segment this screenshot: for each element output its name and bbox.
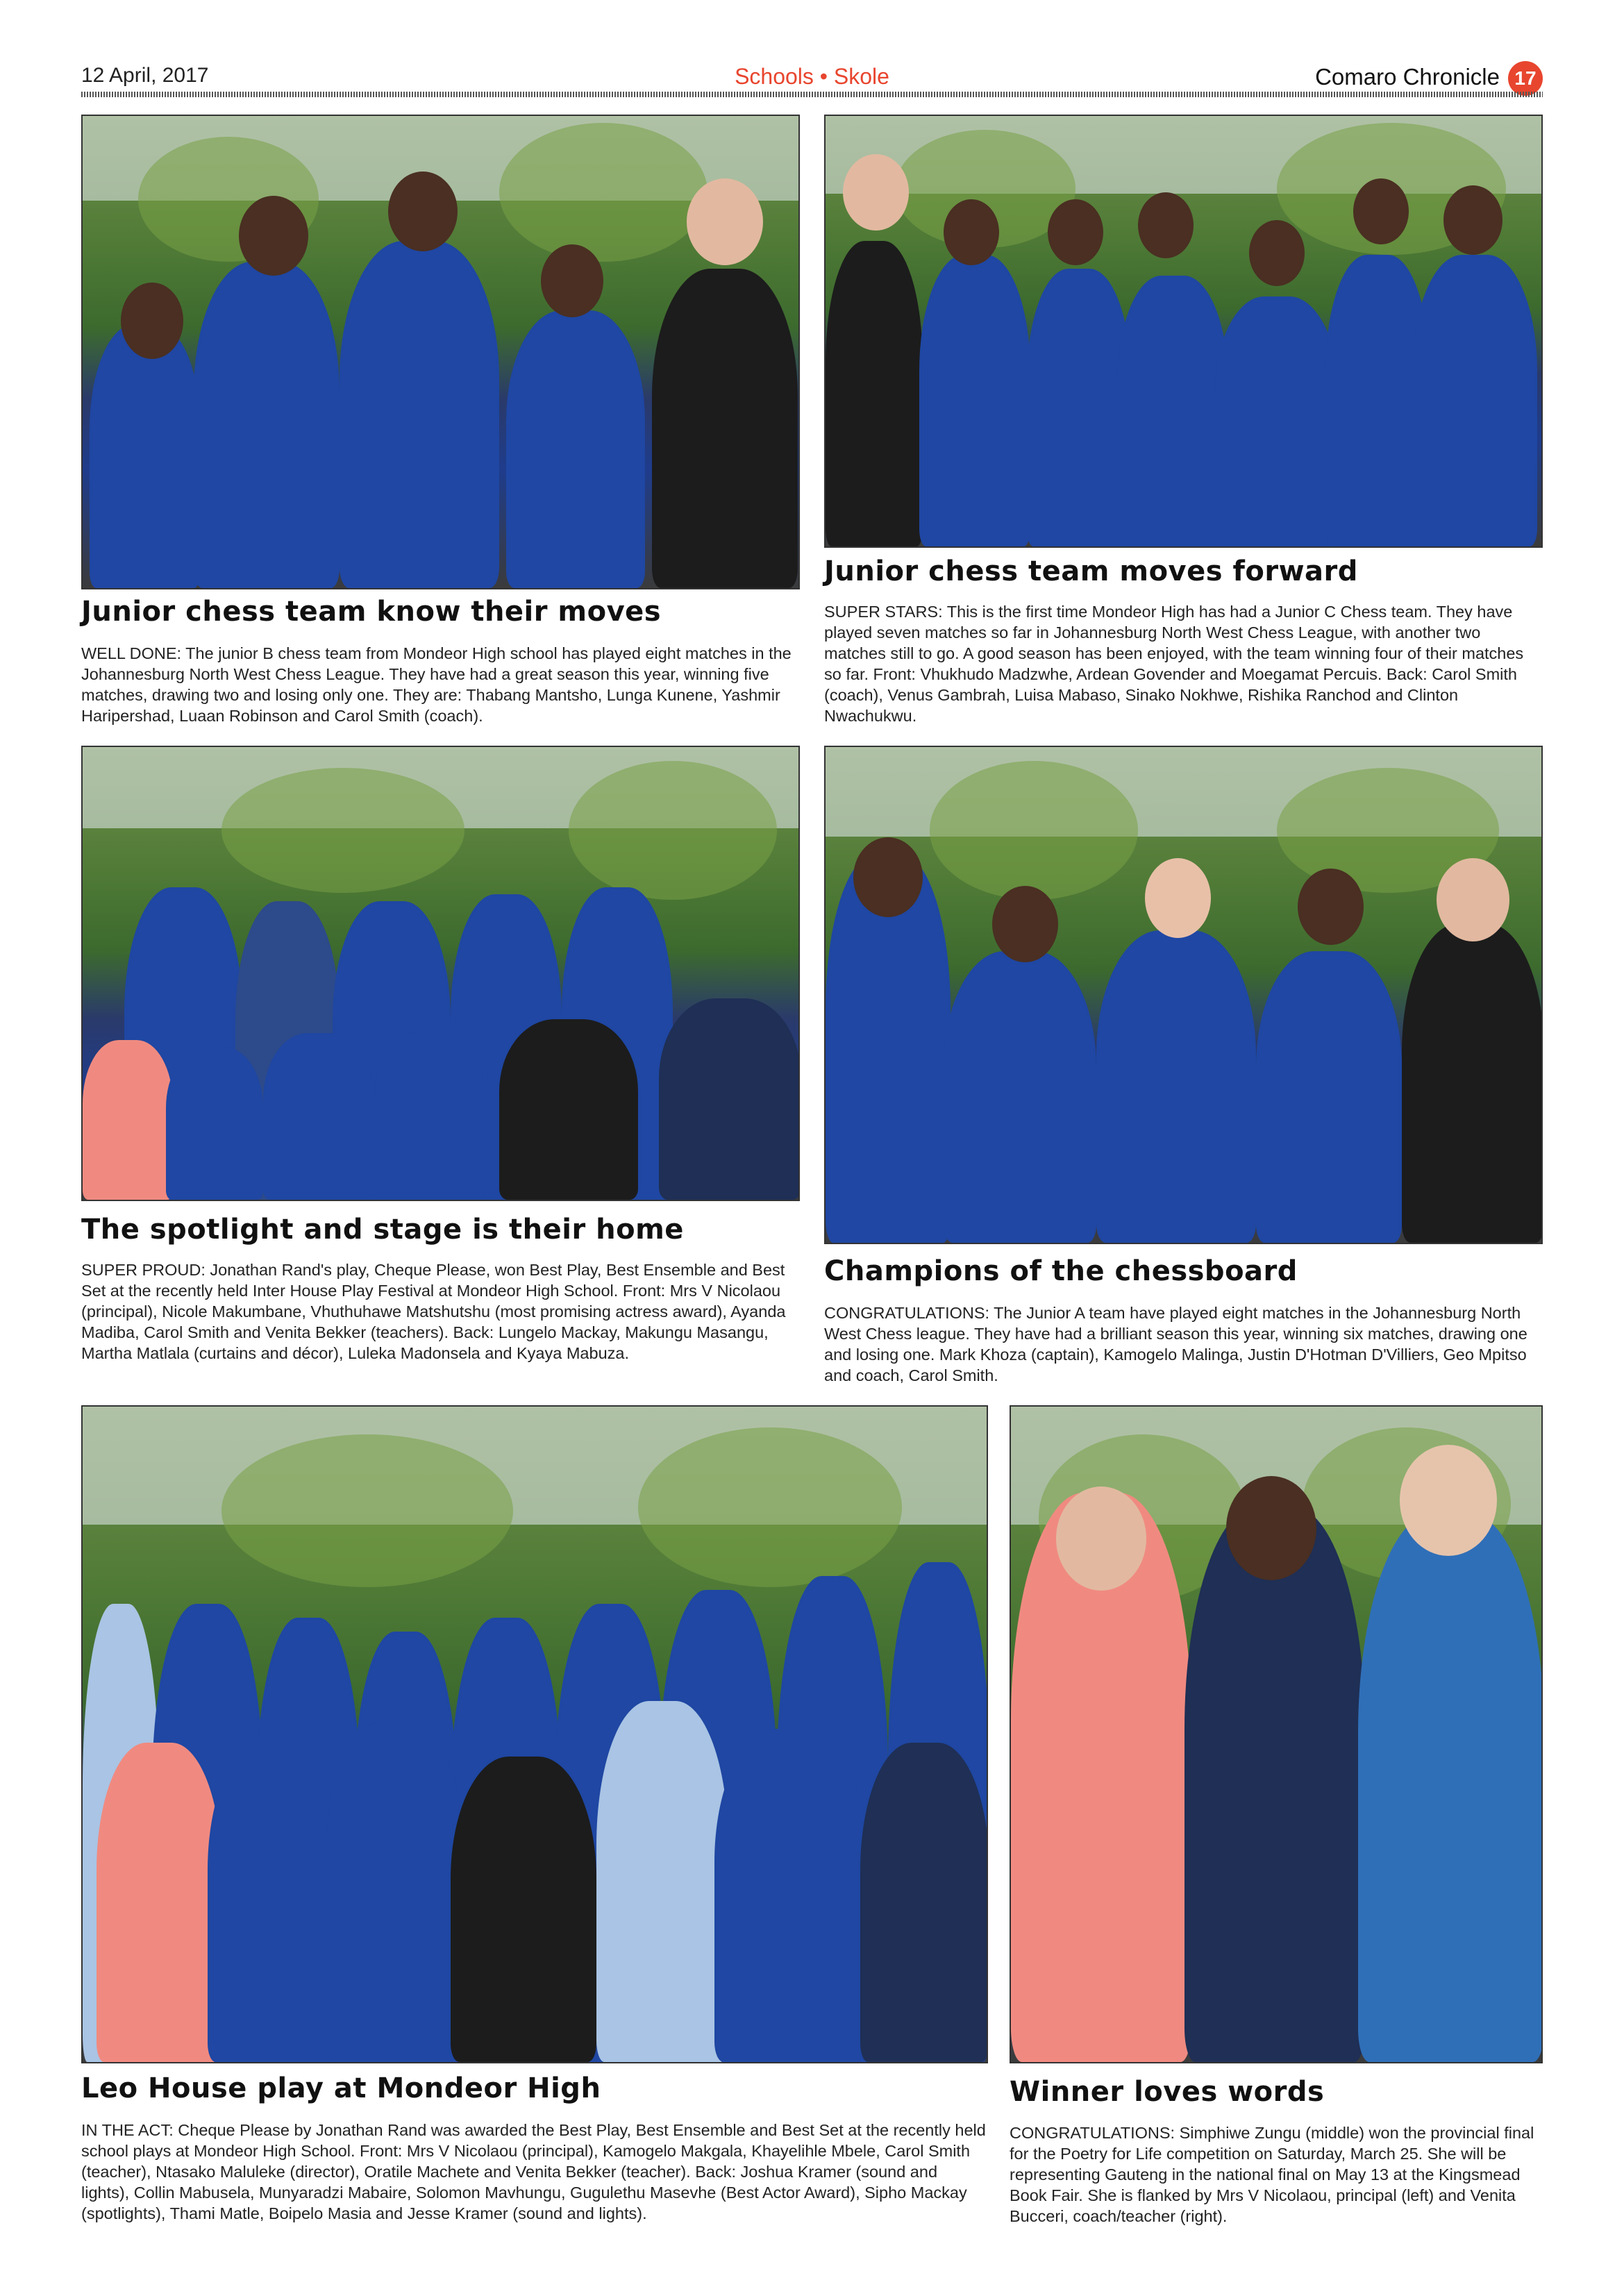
photo-junior-b-chess-team <box>81 115 800 589</box>
caption-story-3: SUPER PROUD: Jonathan Rand's play, Cheque Please, won Best Play, Best Ensemble and Best Set at the recently held Inter House Play Festival at Mondeor High School. Front: Mrs V Nicolaou (principal), Nicole Makumbane, Vhuthuhawe Matshutshu (most promising actress award), Ayanda Madiba, Carol Smith and Venita Bekker (teachers). Back: Lungelo Mackay, Makungu Masangu, Martha Matlala (curtains and décor), Luleka Madonsela and Kyaya Mabuza. <box>81 1261 786 1362</box>
photo-inter-house-play-cast <box>81 746 800 1201</box>
caption-story-4: CONGRATULATIONS: The Junior A team have played eight matches in the Johannesburg North West Chess league. They have had a brilliant season this year, winning six matches, drawing one and losing one. Mark Khoza (captain), Kamogelo Malinga, Justin D'Hotman D'Villiers, Geo Mpitso and coach, Carol Smith. <box>824 1304 1527 1384</box>
caption-story-5: IN THE ACT: Cheque Please by Jonathan Rand was awarded the Best Play, Best Ensemble and Best Set at the recently held school plays at Mondeor High School. Front: Mrs V Nicolaou (principal), Kamogelo Makgala, Khayelihle Mbele, Carol Smith (teacher), Ntasako Maluleke (director), Oratile Machete and Venita Bekker (teacher). Back: Joshua Kramer (sound and lights), Collin Mabusela, Munyaradzi Mabaire, Solomon Mavhungu, Gugulethu Masevhe (Best Actor Award), Sipho Mackay (spotlights), Thami Matle, Boipelo Masia and Jesse Kramer (sound and lights). <box>81 2121 986 2222</box>
caption-story-1: WELL DONE: The junior B chess team from Mondeor High school has played eight matches in the Johannesburg North West Chess League. They have had a great season this year, winning five matches, drawing two and losing only one. They are: Thabang Mantsho, Lunga Kunene, Yashmir Haripershad, Luaan Robinson and Carol Smith (coach). <box>81 644 792 725</box>
headline-story-4: Champions of the chessboard <box>824 1255 1298 1287</box>
photo-junior-c-chess-team <box>824 115 1543 548</box>
headline-story-2: Junior chess team moves forward <box>824 555 1358 587</box>
issue-date: 12 April, 2017 <box>81 64 209 87</box>
photo-junior-a-chess-team <box>824 746 1543 1244</box>
caption-story-6: CONGRATULATIONS: Simphiwe Zungu (middle) won the provincial final for the Poetry for Life competition on Saturday, March 25. She will be representing Gauteng in the national final on May 13 at the Kingsmead Book Fair. She is flanked by Mrs V Nicolaou, principal (left) and Venita Bucceri, coach/teacher (right). <box>1010 2124 1534 2225</box>
publication-name: Comaro Chronicle <box>1315 64 1500 90</box>
header-rule <box>81 92 1543 97</box>
headline-story-1: Junior chess team know their moves <box>81 596 662 628</box>
headline-story-5: Leo House play at Mondeor High <box>81 2072 601 2104</box>
section-label: Schools • Skole <box>735 64 889 89</box>
photo-poetry-winner <box>1010 1405 1543 2063</box>
page-number-badge: 17 <box>1508 61 1543 96</box>
caption-story-2: SUPER STARS: This is the first time Mondeor High has had a Junior C Chess team. They have played seven matches so far in Johannesburg North West Chess League, with another two matches still to go. A good season has been enjoyed, with the team winning four of their matches so far. Front: Vhukhudo Madzwhe, Ardean Govender and Moegamat Percuis. Back: Carol Smith (coach), Venus Gambrah, Luisa Mabaso, Sinako Nokhwe, Rishika Ranchod and Clinton Nwachukwu. <box>824 603 1524 725</box>
photo-leo-house-play <box>81 1405 988 2063</box>
headline-story-6: Winner loves words <box>1010 2076 1325 2108</box>
headline-story-3: The spotlight and stage is their home <box>81 1214 684 1246</box>
